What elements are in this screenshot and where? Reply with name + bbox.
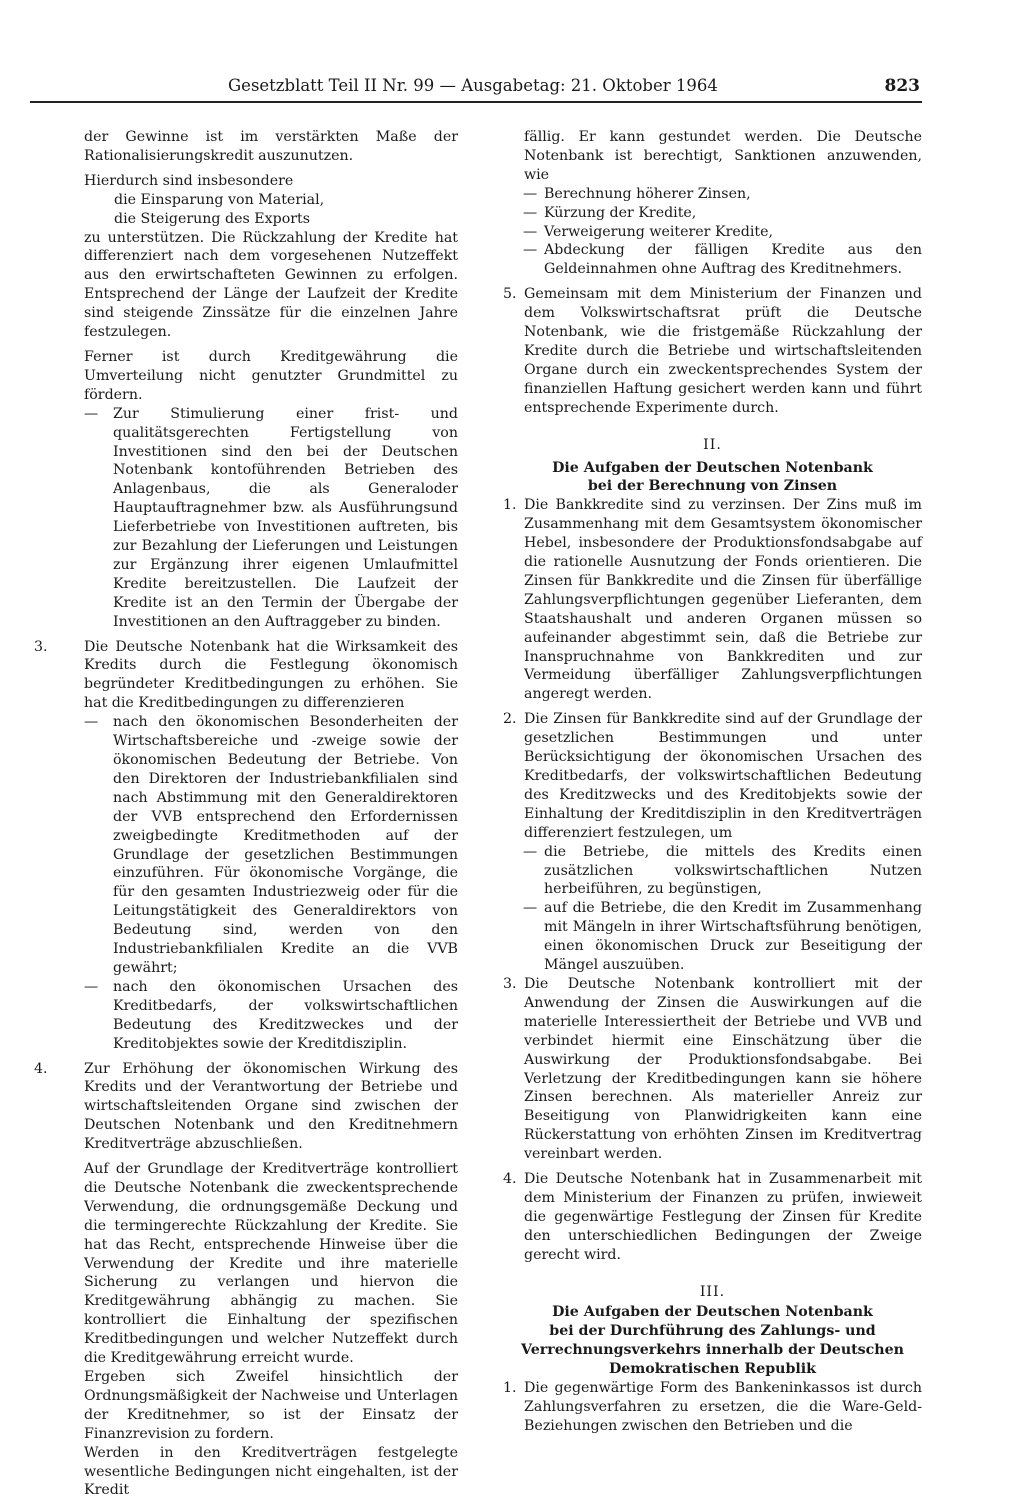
dash-marker: — — [523, 204, 538, 221]
paragraph: die Betriebe, die mittels des Kredits einen zusätzlichen volkswirtschaftlichen Nutzen herbeiführen, zu begünstigen, — [544, 843, 922, 898]
list-item — [34, 978, 458, 1054]
page-number: 823 — [884, 76, 920, 96]
paragraph: fällig. Er kann gestundet werden. Die Deutsche Notenbank ist berechtigt, Sanktionen anzuwenden, wie — [524, 129, 922, 183]
numbered-item — [503, 285, 922, 417]
paragraph: Die Deutsche Notenbank hat die Wirksamkeit des Kredits durch die Festlegung ökonomisch begründeter Kreditbedingungen zu erhöhen. Sie hat die Kreditbedingungen zu differenzieren — [84, 638, 458, 712]
list-text: Abdeckung der fälligen Kredite aus den Geldeinnahmen ohne Auftrag des Kreditnehmers. — [544, 242, 922, 278]
section-heading: bei der Berechnung von Zinsen — [587, 478, 838, 495]
dash-marker: — — [84, 405, 99, 422]
paragraph: Auf der Grundlage der Kreditverträge kontrolliert die Deutsche Notenbank die zweckentsprechende Verwendung, die ordnungsgemäße Deckung und die termingerechte Rückzahlung der Kredite. Sie hat das Recht, entsprechende Hinweise über die Verwendung der Kredite und ihre materielle Sicherung zu verlangen und hiervon die Kreditgewährung abhängig zu machen. Sie kontrolliert die Einhaltung der spezifischen Kreditbedingungen und welcher Nutzeffekt durch die Kreditgewährung erreicht wurde. — [84, 1161, 458, 1367]
numbered-item — [503, 710, 922, 842]
list-text: Berechnung höherer Zinsen, — [544, 185, 751, 202]
list-item — [503, 899, 922, 975]
list-item — [34, 405, 458, 632]
numbered-item — [503, 1379, 922, 1436]
item-number: 2. — [503, 711, 517, 728]
section-heading: Die Aufgaben der Deutschen Notenbank — [552, 1304, 873, 1321]
numbered-item — [34, 1060, 458, 1155]
paragraph: Hierdurch sind insbesondere — [84, 172, 294, 189]
item-number: 4. — [34, 1060, 48, 1077]
item-number: 3. — [34, 638, 48, 655]
paragraph: Ferner ist durch Kreditgewährung die Umverteilung nicht genutzter Grundmittel zu fördern. — [84, 348, 458, 403]
paragraph: Die gegenwärtige Form des Bankeninkassos ist durch Zahlungsverfahren zu ersetzen, die die Ware-Geld-Beziehungen zwischen den Betrieben und die — [524, 1380, 922, 1434]
list-item: die Einsparung von Material, — [114, 191, 325, 208]
section-heading: Die Aufgaben der Deutschen Notenbank — [552, 459, 873, 476]
list-item — [503, 185, 922, 204]
list-text: Kürzung der Kredite, — [544, 204, 697, 221]
section-heading: bei der Durchführung des Zahlungs- und Verrechnungsverkehrs innerhalb der Deutschen Demokratischen Republik — [521, 1323, 904, 1378]
page-header — [30, 76, 920, 102]
dash-marker: — — [523, 223, 538, 240]
paragraph: Ergeben sich Zweifel hinsichtlich der Ordnungsmäßigkeit der Nachweise und Unterlagen der Kreditnehmer, so ist der Einsatz der Finanzrevision zu fordern. — [84, 1369, 458, 1442]
dash-marker: — — [523, 900, 538, 917]
dash-marker: — — [523, 843, 538, 860]
list-item — [34, 713, 458, 978]
paragraph: Zur Erhöhung der ökonomischen Wirkung des Kredits und der Verantwortung der Betriebe und wirtschaftsleitenden Organe sind zwischen der Deutschen Notenbank und den Kreditnehmern Kreditverträge abzuschließen. — [84, 1060, 458, 1153]
list-item: die Steigerung des Exports — [114, 210, 311, 227]
section-number: II. — [703, 436, 722, 453]
paragraph: nach den ökonomischen Ursachen des Kreditbedarfs, der volkswirtschaftlichen Bedeutung des Kreditzweckes und der Kreditobjektes sowie der Kreditdisziplin. — [113, 978, 458, 1052]
item-number: 1. — [503, 497, 517, 514]
list-item — [503, 241, 922, 279]
dash-marker: — — [523, 185, 538, 202]
paragraph: Werden in den Kreditverträgen festgelegte wesentliche Bedingungen nicht eingehalten, ist der Kredit — [84, 1444, 458, 1499]
paragraph: Die Bankkredite sind zu verzinsen. Der Zins muß im Zusammenhang mit dem Gesamtsystem ökonomischer Hebel, insbesondere der Produktionsfondsabgabe auf die rationelle Ausnutzung der Fonds orientieren. Die Zinsen für Bankkredite und die Zinsen für überfällige Zahlungsverpflichtungen gegenüber Lieferanten, dem Staatshaushalt und anderen Organen müssen so aufeinander abgestimmt sein, daß die Betriebe zur Inanspruchnahme von Bankkrediten und zur Vermeidung überfälliger Zahlungsverpflichtungen angeregt werden. — [524, 497, 922, 703]
right-column — [503, 128, 922, 1436]
dash-marker: — — [523, 242, 538, 259]
list-item — [503, 843, 922, 900]
numbered-item — [503, 1170, 922, 1265]
list-item — [503, 223, 922, 242]
dash-marker: — — [84, 978, 99, 995]
numbered-item — [503, 975, 922, 1164]
item-number: 1. — [503, 1380, 517, 1397]
item-number: 3. — [503, 975, 517, 992]
paragraph: Die Deutsche Notenbank hat in Zusammenarbeit mit dem Ministerium der Finanzen zu prüfen, inwieweit die gegenwärtige Festlegung der Zinsen für Kredite den unterschiedlichen Bedingungen der Zweige gerecht wird. — [524, 1171, 922, 1263]
header-rule — [30, 101, 922, 103]
paragraph: Zur Stimulierung einer frist- und qualitätsgerechten Fertigstellung von Investitionen sind den bei der Deutschen Notenbank kontoführenden Betrieben des Anlagenbaus, die als Generaloder Hauptauftragnehmer bzw. als Ausführungsund Lieferbetriebe von Investitionen auftreten, bis zur Bezahlung der Lieferungen und Leistungen zur Ergänzung ihrer eigenen Umlaufmittel Kredite bereitzustellen. Die Laufzeit der Kredite ist an den Termin der Übergabe der Investitionen an den Auftraggeber zu binden. — [113, 405, 458, 630]
dash-marker: — — [84, 714, 99, 731]
header-title: Gesetzblatt Teil II Nr. 99 — Ausgabetag: 21. Oktober 1964 — [228, 76, 718, 95]
paragraph: Gemeinsam mit dem Ministerium der Finanzen und dem Volkswirtschaftsrat prüft die Deutsche Notenbank, wie die fristgemäße Rückzahlung der Kredite durch die Betriebe und wirtschaftsleitenden Organe durch ein zweckentsprechendes System der finanziellen Haftung gesichert werden kann und führt entsprechende Experimente durch. — [524, 286, 922, 416]
item-number: 5. — [503, 286, 517, 303]
paragraph: Die Zinsen für Bankkredite sind auf der Grundlage der gesetzlichen Bestimmungen und unter Berücksichtigung der ökonomischen Ursachen des Kreditbedarfs, der volkswirtschaftlichen Bedeutung des Kreditzwecks und des Kreditobjekts sowie der Einhaltung der Kreditdisziplin in den Kreditverträgen differenziert festzulegen, um — [524, 711, 922, 841]
paragraph: nach den ökonomischen Besonderheiten der Wirtschaftsbereiche und -zweige sowie der ökonomischen Bedeutung der Betriebe. Von den Direktoren der Industriebankfilialen sind nach Abstimmung mit den Generaldirektoren der VVB entsprechend den Erfordernissen zweigbedingte Kreditmethoden auf der Grundlage der gesetzlichen Bestimmungen einzuführen. Für ökonomische Vorgänge, die für den gesamten Industriezweig oder für die Leitungstätigkeit des Generaldirektors von Bedeutung sind, werden von den Industriebankfilialen Kredite an die VVB gewährt; — [113, 714, 458, 976]
list-text: Verweigerung weiterer Kredite, — [544, 223, 773, 240]
paragraph: der Gewinne ist im verstärkten Maße der Rationalisierungskredit auszunutzen. — [84, 129, 458, 164]
numbered-item — [503, 496, 922, 704]
section-number: III. — [699, 1283, 726, 1300]
list-item — [503, 204, 922, 223]
paragraph: Die Deutsche Notenbank kontrolliert mit der Anwendung der Zinsen die Auswirkungen auf die materielle Interessiertheit der Betriebe und VVB und verbindet hiermit eine Einschätzung über die Auswirkung der Produktionsfondsabgabe. Bei Verletzung der Kreditbedingungen kann sie höhere Zinsen berechnen. Als materieller Anreiz zur Beseitigung von Planwidrigkeiten kann eine Rückerstattung von erhöhten Zinsen im Kreditvertrag vereinbart werden. — [524, 975, 922, 1163]
numbered-item — [34, 638, 458, 714]
paragraph: zu unterstützen. Die Rückzahlung der Kredite hat differenziert nach dem vorgesehenen Nutzeffekt aus den erwirtschafteten Gewinnen zu erfolgen. Entsprechend der Länge der Laufzeit der Kredite sind steigende Zinssätze für die einzelnen Jahre festzulegen. — [84, 229, 458, 341]
left-column — [34, 128, 458, 1500]
item-number: 4. — [503, 1171, 517, 1188]
paragraph: auf die Betriebe, die den Kredit im Zusammenhang mit Mängeln in ihrer Wirtschaftsführung benötigen, einen ökonomischen Druck zur Beseitigung der Mängel auszuüben. — [544, 900, 922, 974]
